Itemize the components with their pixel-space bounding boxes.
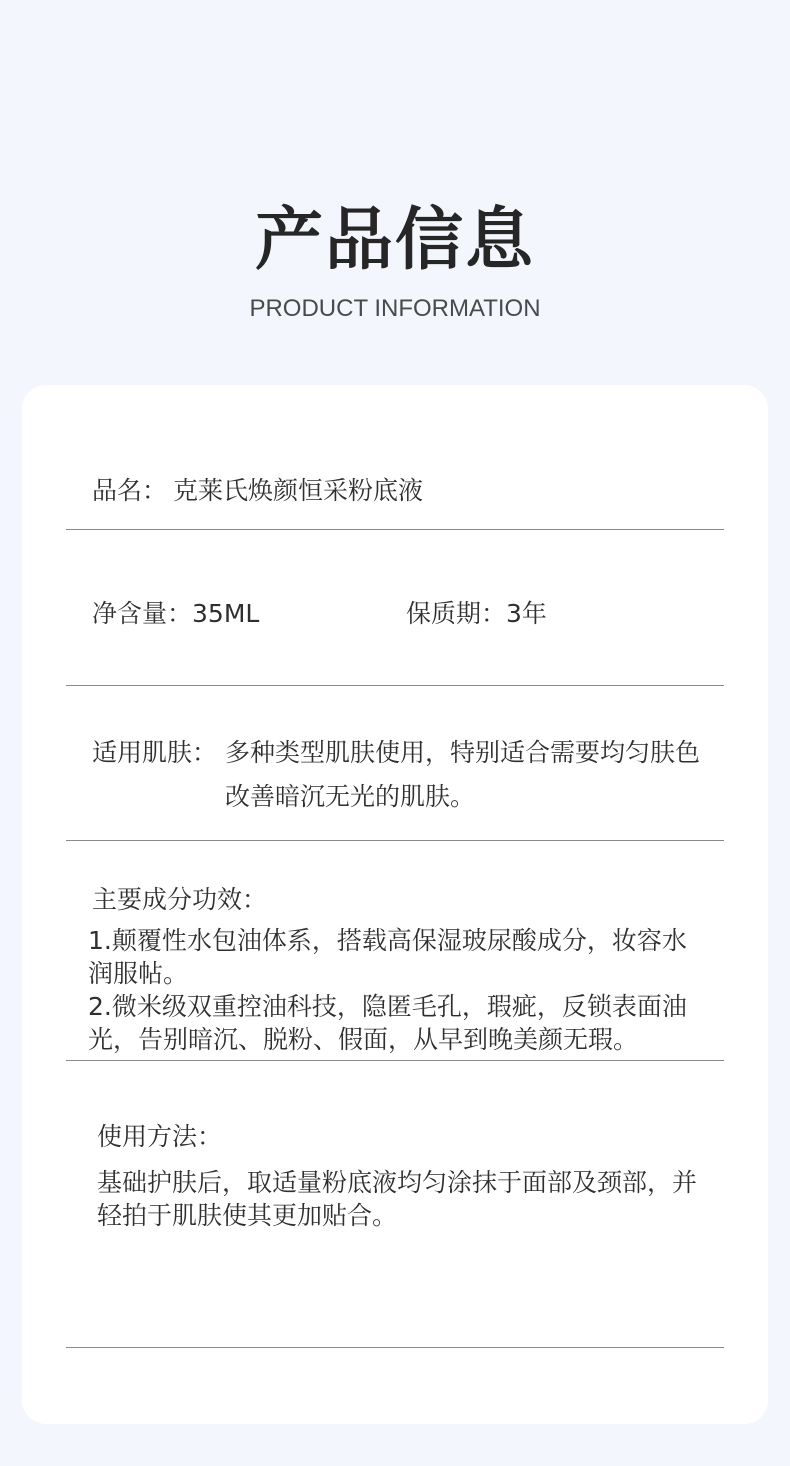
skin-value-line2: 改善暗沉无光的肌肤。 bbox=[225, 782, 476, 811]
ingredients-title: 主要成分功效： bbox=[92, 885, 268, 914]
product-name-row bbox=[92, 474, 423, 508]
usage-line: 轻拍于肌肤使其更加贴合。 bbox=[97, 1201, 398, 1230]
page-title: 产品信息 bbox=[254, 201, 535, 280]
divider bbox=[66, 1347, 724, 1348]
ingredients-line: 1.颠覆性水包油体系，搭载高保湿玻尿酸成分，妆容水 bbox=[88, 926, 687, 955]
divider bbox=[66, 1060, 724, 1061]
volume-row bbox=[92, 597, 259, 631]
ingredients-line: 2.微米级双重控油科技，隐匿毛孔，瑕疵，反锁表面油 bbox=[88, 992, 687, 1021]
skin-label: 适用肌肤： bbox=[92, 738, 218, 767]
product-name-label: 品名： bbox=[92, 476, 168, 505]
divider bbox=[66, 685, 724, 686]
shelf-life-value: 3年 bbox=[506, 599, 547, 628]
ingredients-line: 润服帖。 bbox=[88, 959, 189, 988]
usage-line: 基础护肤后，取适量粉底液均匀涂抹于面部及颈部，并 bbox=[97, 1168, 698, 1197]
divider bbox=[66, 529, 724, 530]
shelf-life-row bbox=[406, 597, 547, 631]
page-subtitle: PRODUCT INFORMATION bbox=[249, 295, 541, 322]
skin-value-line1: 多种类型肌肤使用，特别适合需要均匀肤色 bbox=[225, 738, 701, 767]
shelf-life-label: 保质期： bbox=[406, 599, 507, 628]
product-name-value: 克莱氏焕颜恒采粉底液 bbox=[173, 476, 424, 505]
usage-title: 使用方法： bbox=[97, 1122, 223, 1151]
volume-value: 35ML bbox=[192, 599, 260, 628]
divider bbox=[66, 840, 724, 841]
usage-text bbox=[97, 1166, 697, 1232]
ingredients-line: 光，告别暗沉、脱粉、假面，从早到晚美颜无瑕。 bbox=[88, 1025, 639, 1054]
volume-label: 净含量： bbox=[92, 599, 193, 628]
ingredients-list bbox=[88, 924, 687, 1056]
